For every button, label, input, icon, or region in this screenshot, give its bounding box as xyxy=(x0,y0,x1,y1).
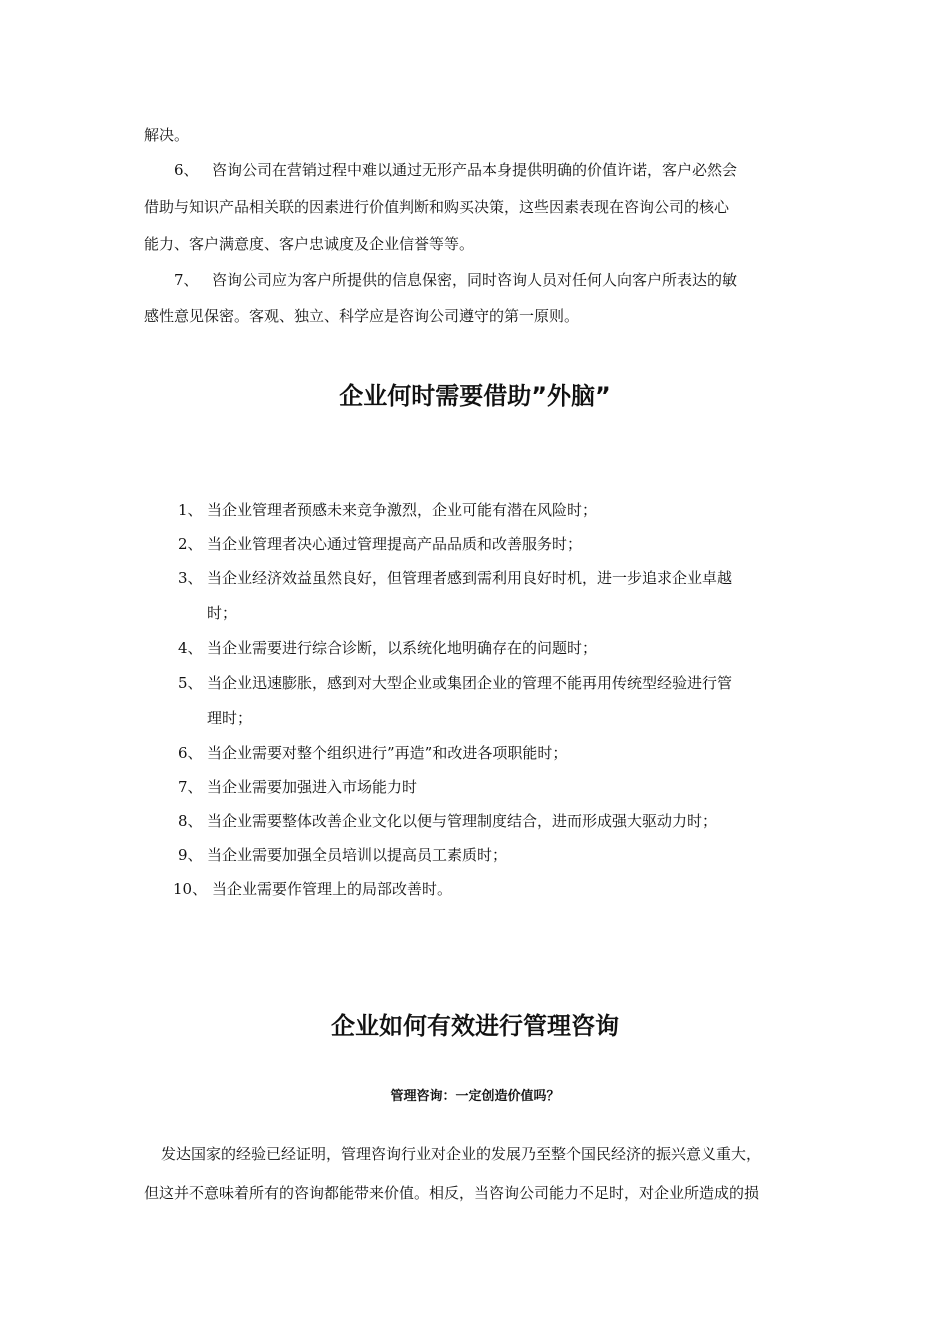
list-item-number: 4、 xyxy=(178,639,203,657)
list-item: 当企业需要加强进入市场能力时 xyxy=(207,778,418,796)
list-item: 当企业需要加强全员培训以提高员工素质时； xyxy=(207,846,508,864)
list-item-continuation: 理时； xyxy=(207,709,253,727)
list-item: 当企业需要作管理上的局部改善时。 xyxy=(212,880,453,898)
list-item-continuation: 时； xyxy=(207,604,238,622)
list-item: 当企业迅速膨胀，感到对大型企业或集团企业的管理不能再用传统型经验进行管 xyxy=(207,674,733,692)
list-item-number: 6、 xyxy=(174,161,199,179)
list-item: 当企业经济效益虽然良好，但管理者感到需利用良好时机，进一步追求企业卓越 xyxy=(207,569,733,587)
paragraph-line: 能力、客户满意度、客户忠诚度及企业信誉等等。 xyxy=(144,235,475,253)
section-subtitle: 管理咨询：一定创造价值吗？ xyxy=(390,1089,560,1104)
list-item: 当企业需要对整个组织进行”再造”和改进各项职能时； xyxy=(207,744,568,762)
section-title: 企业何时需要借助”外脑” xyxy=(339,382,611,410)
list-item-number: 7、 xyxy=(178,778,203,796)
paragraph-line: 解决。 xyxy=(144,126,190,144)
list-item-number: 3、 xyxy=(178,569,203,587)
list-item: 当企业管理者决心通过管理提高产品品质和改善服务时； xyxy=(207,535,583,553)
paragraph-line: 咨询公司在营销过程中难以通过无形产品本身提供明确的价值许诺，客户必然会 xyxy=(212,161,738,179)
paragraph-line: 咨询公司应为客户所提供的信息保密，同时咨询人员对任何人向客户所表达的敏 xyxy=(212,271,738,289)
section-title: 企业如何有效进行管理咨询 xyxy=(331,1012,619,1040)
paragraph-line: 但这并不意味着所有的咨询都能带来价值。相反，当咨询公司能力不足时，对企业所造成的损 xyxy=(144,1184,760,1202)
list-item-number: 9、 xyxy=(178,846,203,864)
list-item-number: 8、 xyxy=(178,812,203,830)
list-item-number: 5、 xyxy=(178,674,203,692)
list-item-number: 10、 xyxy=(173,880,208,898)
list-item-number: 1、 xyxy=(178,501,203,519)
list-item-number: 2、 xyxy=(178,535,203,553)
paragraph-line: 感性意见保密。客观、独立、科学应是咨询公司遵守的第一原则。 xyxy=(144,307,580,325)
list-item-number: 6、 xyxy=(178,744,203,762)
list-item: 当企业管理者预感未来竞争激烈，企业可能有潜在风险时； xyxy=(207,501,598,519)
list-item-number: 7、 xyxy=(174,271,199,289)
paragraph-line: 借助与知识产品相关联的因素进行价值判断和购买决策，这些因素表现在咨询公司的核心 xyxy=(144,198,730,216)
list-item: 当企业需要进行综合诊断，以系统化地明确存在的问题时； xyxy=(207,639,598,657)
paragraph-line: 发达国家的经验已经证明，管理咨询行业对企业的发展乃至整个国民经济的振兴意义重大， xyxy=(161,1145,762,1163)
list-item: 当企业需要整体改善企业文化以便与管理制度结合，进而形成强大驱动力时； xyxy=(207,812,718,830)
